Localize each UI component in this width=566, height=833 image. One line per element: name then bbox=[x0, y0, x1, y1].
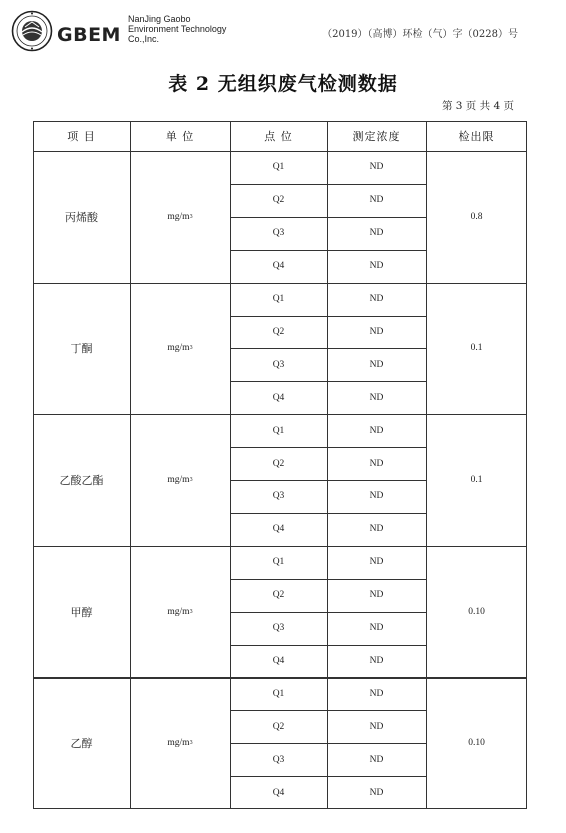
point-cell: Q4 bbox=[272, 787, 285, 798]
point-cell: Q3 bbox=[272, 754, 285, 765]
brand-name: GBEM bbox=[57, 24, 121, 46]
concentration-cell: ND bbox=[369, 524, 384, 535]
concentration-cell: ND bbox=[369, 162, 384, 173]
item-name-cell: 甲醇 bbox=[70, 605, 93, 619]
concentration-cell: ND bbox=[369, 590, 384, 601]
page-indicator: 第 3 页 共 4 页 bbox=[441, 100, 514, 112]
concentration-cell: ND bbox=[369, 557, 384, 568]
concentration-cell: ND bbox=[369, 261, 384, 272]
point-cell: Q3 bbox=[272, 228, 285, 239]
table-title: 表 2 无组织废气检测数据 bbox=[168, 73, 398, 95]
concentration-cell: ND bbox=[369, 228, 384, 239]
concentration-cell: ND bbox=[369, 623, 384, 634]
concentration-cell: ND bbox=[369, 688, 384, 699]
unit-base: mg/m bbox=[167, 474, 190, 485]
unit-cell bbox=[130, 414, 230, 546]
unit-exponent: 3 bbox=[189, 345, 193, 352]
point-cell: Q4 bbox=[272, 655, 285, 666]
point-cell: Q3 bbox=[272, 359, 285, 370]
data-table bbox=[33, 121, 527, 809]
item-name-cell: 丙烯酸 bbox=[65, 210, 98, 224]
concentration-cell: ND bbox=[369, 359, 384, 370]
point-cell: Q2 bbox=[272, 721, 285, 732]
unit-cell bbox=[130, 151, 230, 283]
unit-base: mg/m bbox=[167, 606, 190, 617]
point-cell: Q2 bbox=[272, 590, 285, 601]
concentration-cell: ND bbox=[369, 787, 384, 798]
point-cell: Q1 bbox=[272, 162, 285, 173]
item-name-cell: 丁酮 bbox=[70, 342, 93, 356]
concentration-cell: ND bbox=[369, 721, 384, 732]
concentration-cell: ND bbox=[369, 294, 384, 305]
point-cell: Q3 bbox=[272, 491, 285, 502]
point-cell: Q4 bbox=[272, 261, 285, 272]
unit-cell bbox=[130, 546, 230, 678]
unit-cell bbox=[130, 677, 230, 809]
unit-base: mg/m bbox=[167, 738, 190, 749]
concentration-cell: ND bbox=[369, 754, 384, 765]
company-name bbox=[128, 14, 226, 44]
unit-exponent: 3 bbox=[189, 740, 193, 747]
concentration-cell: ND bbox=[369, 458, 384, 469]
unit-exponent: 3 bbox=[189, 213, 193, 220]
detection-limit-cell: 0.10 bbox=[468, 606, 485, 617]
concentration-cell: ND bbox=[369, 195, 384, 206]
column-header: 项 目 bbox=[67, 130, 96, 143]
detection-limit-cell: 0.8 bbox=[470, 211, 483, 222]
point-cell: Q4 bbox=[272, 392, 285, 403]
unit-base: mg/m bbox=[167, 343, 190, 354]
point-cell: Q3 bbox=[272, 623, 285, 634]
item-name-cell: 乙酸乙酯 bbox=[59, 473, 104, 487]
company-seal-logo bbox=[11, 10, 53, 52]
concentration-cell: ND bbox=[369, 326, 384, 337]
point-cell: Q1 bbox=[272, 688, 285, 699]
detection-limit-cell: 0.1 bbox=[470, 343, 483, 354]
point-cell: Q2 bbox=[272, 326, 285, 337]
unit-exponent: 3 bbox=[189, 476, 193, 483]
detection-limit-cell: 0.10 bbox=[468, 738, 485, 749]
point-cell: Q1 bbox=[272, 557, 285, 568]
column-header: 单 位 bbox=[165, 130, 195, 143]
concentration-cell: ND bbox=[369, 491, 384, 502]
detection-limit-cell: 0.1 bbox=[470, 474, 483, 485]
point-cell: Q4 bbox=[272, 524, 285, 535]
concentration-cell: ND bbox=[369, 425, 384, 436]
document-number: （2019）（高博）环检（气）字（0228）号 bbox=[322, 29, 518, 40]
unit-base: mg/m bbox=[167, 211, 190, 222]
column-header: 测定浓度 bbox=[352, 130, 401, 143]
company-line: NanJing Gaobo bbox=[128, 14, 191, 24]
unit-cell bbox=[130, 283, 230, 415]
concentration-cell: ND bbox=[369, 655, 384, 666]
point-cell: Q1 bbox=[272, 294, 285, 305]
column-header: 检出限 bbox=[458, 130, 495, 143]
company-line: Co.,Inc. bbox=[128, 34, 160, 44]
point-cell: Q2 bbox=[272, 195, 285, 206]
point-cell: Q1 bbox=[272, 425, 285, 436]
item-name-cell: 乙醇 bbox=[70, 737, 93, 751]
point-cell: Q2 bbox=[272, 458, 285, 469]
unit-exponent: 3 bbox=[189, 608, 193, 615]
column-header: 点 位 bbox=[264, 130, 293, 143]
company-line: Environment Technology bbox=[128, 24, 227, 34]
concentration-cell: ND bbox=[369, 392, 384, 403]
